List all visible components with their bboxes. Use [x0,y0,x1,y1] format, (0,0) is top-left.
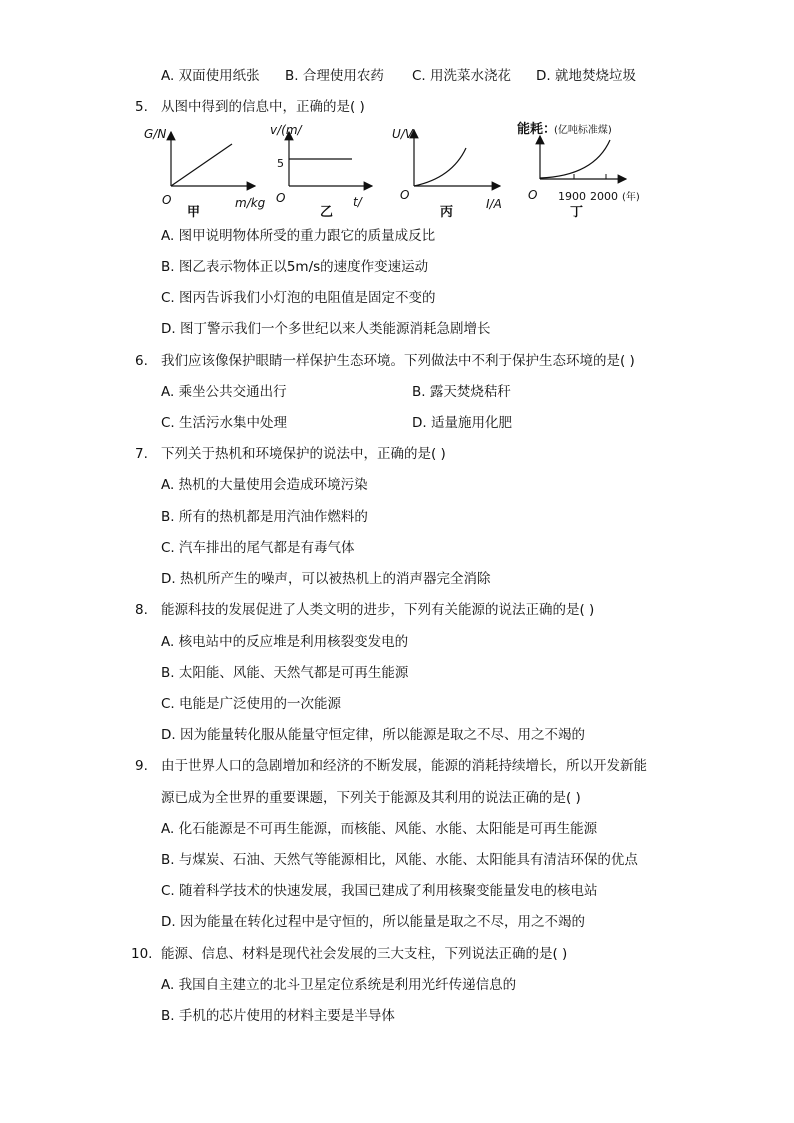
q7-option-c: C. 汽车排出的尾气都是有毒气体 [161,540,355,556]
q8-number: 8. [135,602,148,618]
graph-ding-unit: (年) [622,192,640,203]
q7-option-a: A. 热机的大量使用会造成环境污染 [161,477,368,493]
q4-option-d: D. 就地焚烧垃圾 [536,68,636,84]
q10-option-b: B. 手机的芯片使用的材料主要是半导体 [161,1008,395,1024]
graph-ding-name: 丁 [570,205,584,220]
graph-bing-y-label: U/V [392,127,414,141]
q8-option-c: C. 电能是广泛使用的一次能源 [161,696,342,712]
q7-option-b: B. 所有的热机都是用汽油作燃料的 [161,509,368,525]
graph-yi-name: 乙 [320,205,334,220]
graph-yi-x-label: t/ [353,195,362,209]
q7-stem: 下列关于热机和环境保护的说法中，正确的是( ) [161,446,446,462]
graph-bing-x-label: I/A [486,197,502,211]
q5-option-a: A. 图甲说明物体所受的重力跟它的质量成反比 [161,228,436,244]
q5-option-b: B. 图乙表示物体正以5m/s的速度作变速运动 [161,259,429,275]
graph-yi-origin: O [276,191,286,205]
q4-option-b: B. 合理使用农药 [285,68,384,84]
q9-stem-line1: 由于世界人口的急剧增加和经济的不断发展，能源的消耗持续增长，所以开发新能 [161,758,647,774]
graph-ding-curve [540,140,610,178]
q9-option-c: C. 随着科学技术的快速发展，我国已建成了利用核聚变能量发电的核电站 [161,883,598,899]
q4-option-a: A. 双面使用纸张 [161,68,260,84]
graph-yi [262,122,392,226]
q8-stem: 能源科技的发展促进了人类文明的进步，下列有关能源的说法正确的是( ) [161,602,595,618]
graph-jia-name: 甲 [187,205,201,220]
q10-number: 10. [131,946,153,962]
graph-ding-t2: 2000 [590,190,618,203]
graph-ding [516,122,686,226]
graph-jia-y-label: G/N [144,127,167,141]
q9-option-d: D. 因为能量在转化过程中是守恒的，所以能量是取之不尽，用之不竭的 [161,914,585,930]
q5-number: 5. [135,99,148,115]
graph-bing [390,122,520,226]
q9-number: 9. [135,758,148,774]
q6-option-a: A. 乘坐公共交通出行 [161,384,287,400]
graph-bing-curve [414,148,466,186]
q6-option-b: B. 露天焚烧秸秆 [412,384,511,400]
graph-ding-origin: O [528,188,538,202]
q10-option-a: A. 我国自主建立的北斗卫星定位系统是利用光纤传递信息的 [161,977,517,993]
graph-bing-name: 丙 [440,205,454,220]
graph-bing-origin: O [400,188,410,202]
graph-jia-origin: O [162,193,172,207]
q7-option-d: D. 热机所产生的噪声，可以被热机上的消声器完全消除 [161,571,491,587]
graph-ding-y-note: (亿吨标准煤) [554,125,612,136]
q5-stem: 从图中得到的信息中，正确的是( ) [161,99,365,115]
q9-option-a: A. 化石能源是不可再生能源，而核能、风能、水能、太阳能是可再生能源 [161,821,598,837]
graph-jia-x-label: m/kg [235,196,266,210]
q5-option-d: D. 图丁警示我们一个多世纪以来人类能源消耗急剧增长 [161,321,491,337]
graph-yi-tick: 5 [277,157,284,170]
q6-option-d: D. 适量施用化肥 [412,415,512,431]
q10-stem: 能源、信息、材料是现代社会发展的三大支柱，下列说法正确的是( ) [161,946,568,962]
q8-option-a: A. 核电站中的反应堆是利用核裂变发电的 [161,634,409,650]
q8-option-b: B. 太阳能、风能、天然气都是可再生能源 [161,665,409,681]
graph-ding-t1: 1900 [558,190,586,203]
graph-yi-y-label: v/(m/ [270,123,302,137]
graph-ding-y-label: 能耗： [517,122,557,137]
q8-option-d: D. 因为能量转化服从能量守恒定律，所以能源是取之不尽、用之不竭的 [161,727,585,743]
q6-number: 6. [135,353,148,369]
graph-jia-line [171,144,232,186]
q9-option-b: B. 与煤炭、石油、天然气等能源相比，风能、水能、太阳能具有清洁环保的优点 [161,852,638,868]
q4-option-c: C. 用洗菜水浇花 [412,68,512,84]
q9-stem-line2: 源已成为全世界的重要课题，下列关于能源及其利用的说法正确的是( ) [161,790,581,806]
q6-option-c: C. 生活污水集中处理 [161,415,288,431]
graph-jia [140,122,280,226]
q5-option-c: C. 图丙告诉我们小灯泡的电阻值是固定不变的 [161,290,436,306]
q6-stem: 我们应该像保护眼睛一样保护生态环境。下列做法中不利于保护生态环境的是( ) [161,353,635,369]
q7-number: 7. [135,446,148,462]
